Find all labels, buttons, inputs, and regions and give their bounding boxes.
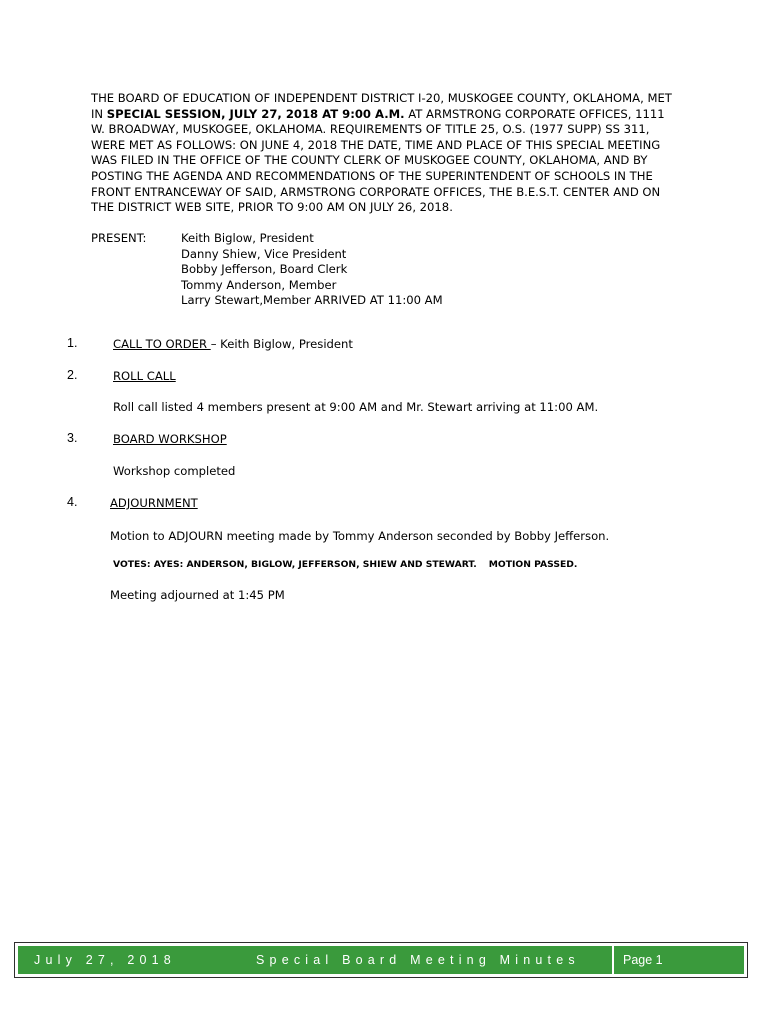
- present-label: PRESENT:: [91, 231, 147, 245]
- item-number-3: 3.: [67, 431, 78, 445]
- intro-text-start: THE BOARD OF EDUCATION OF INDEPENDENT DISTRICT I-20, MUSKOGEE COUNTY, OKLAHOMA, MET IN: [91, 91, 672, 121]
- votes-text: VOTES: AYES: ANDERSON, BIGLOW, JEFFERSON, SHIEW AND STEWART.: [113, 559, 477, 570]
- item-number-4: 4.: [67, 495, 78, 509]
- motion-passed-text: MOTION PASSED.: [488, 559, 578, 570]
- workshop-text: Workshop completed: [113, 464, 236, 478]
- adjourned-time-text: Meeting adjourned at 1:45 PM: [110, 588, 285, 602]
- roll-call-text: Roll call listed 4 members present at 9:00 AM and Mr. Stewart arriving at 11:00 AM.: [113, 400, 599, 414]
- footer-bar: [18, 946, 744, 974]
- board-workshop-heading: BOARD WORKSHOP: [113, 432, 227, 446]
- member-item: Keith Biglow, President: [181, 231, 314, 245]
- footer-title: Special Board Meeting Minutes: [244, 946, 612, 974]
- roll-call-heading: ROLL CALL: [113, 369, 176, 383]
- member-item: Danny Shiew, Vice President: [181, 246, 347, 261]
- footer-page-number: Page 1: [612, 946, 744, 974]
- member-item: Tommy Anderson, Member: [181, 277, 337, 292]
- member-item: Bobby Jefferson, Board Clerk: [181, 262, 348, 277]
- intro-session-bold: SPECIAL SESSION, JULY 27, 2018 AT 9:00 A.M.: [106, 106, 405, 121]
- call-to-order-detail: – Keith Biglow, President: [210, 337, 353, 351]
- member-item: Larry Stewart,Member ARRIVED AT 11:00 AM: [181, 293, 443, 308]
- item-number-1: 1.: [67, 336, 78, 350]
- present-members-list: [181, 231, 443, 309]
- intro-text-rest: AT ARMSTRONG CORPORATE OFFICES, 1111 W. BROADWAY, MUSKOGEE, OKLAHOMA. REQUIREMENTS OF TITLE 25, O.S. (1977 SUPP) SS 311, WERE MET AS FOLLOWS: ON JUNE 4, 2018 THE DATE, TIME AND PLACE OF THIS SPECIAL MEETING WAS FILED IN THE OFFICE OF THE COUNTY CLERK OF MUSKOGEE COUNTY, OKLAHOMA, AND BY POSTING THE AGENDA AND RECOMMENDATIONS OF THE SUPERINTENDENT OF SCHOOLS IN THE FRONT ENTRANCEWAY OF SAID, ARMSTRONG CORPORATE OFFICES, THE B.E.S.T. CENTER AND ON THE DISTRICT WEB SITE, PRIOR TO 9:00 AM ON JULY 26, 2018.: [91, 106, 665, 215]
- intro-paragraph: [91, 91, 681, 216]
- adjournment-heading: ADJOURNMENT: [110, 496, 198, 510]
- call-to-order-heading: CALL TO ORDER: [113, 337, 211, 351]
- item-number-2: 2.: [67, 368, 78, 382]
- page-footer: [14, 942, 748, 978]
- votes-line: [113, 559, 577, 570]
- footer-date: July 27, 2018: [18, 946, 244, 974]
- call-to-order-line: [113, 337, 353, 351]
- adjourn-motion-text: Motion to ADJOURN meeting made by Tommy Anderson seconded by Bobby Jefferson.: [110, 529, 610, 543]
